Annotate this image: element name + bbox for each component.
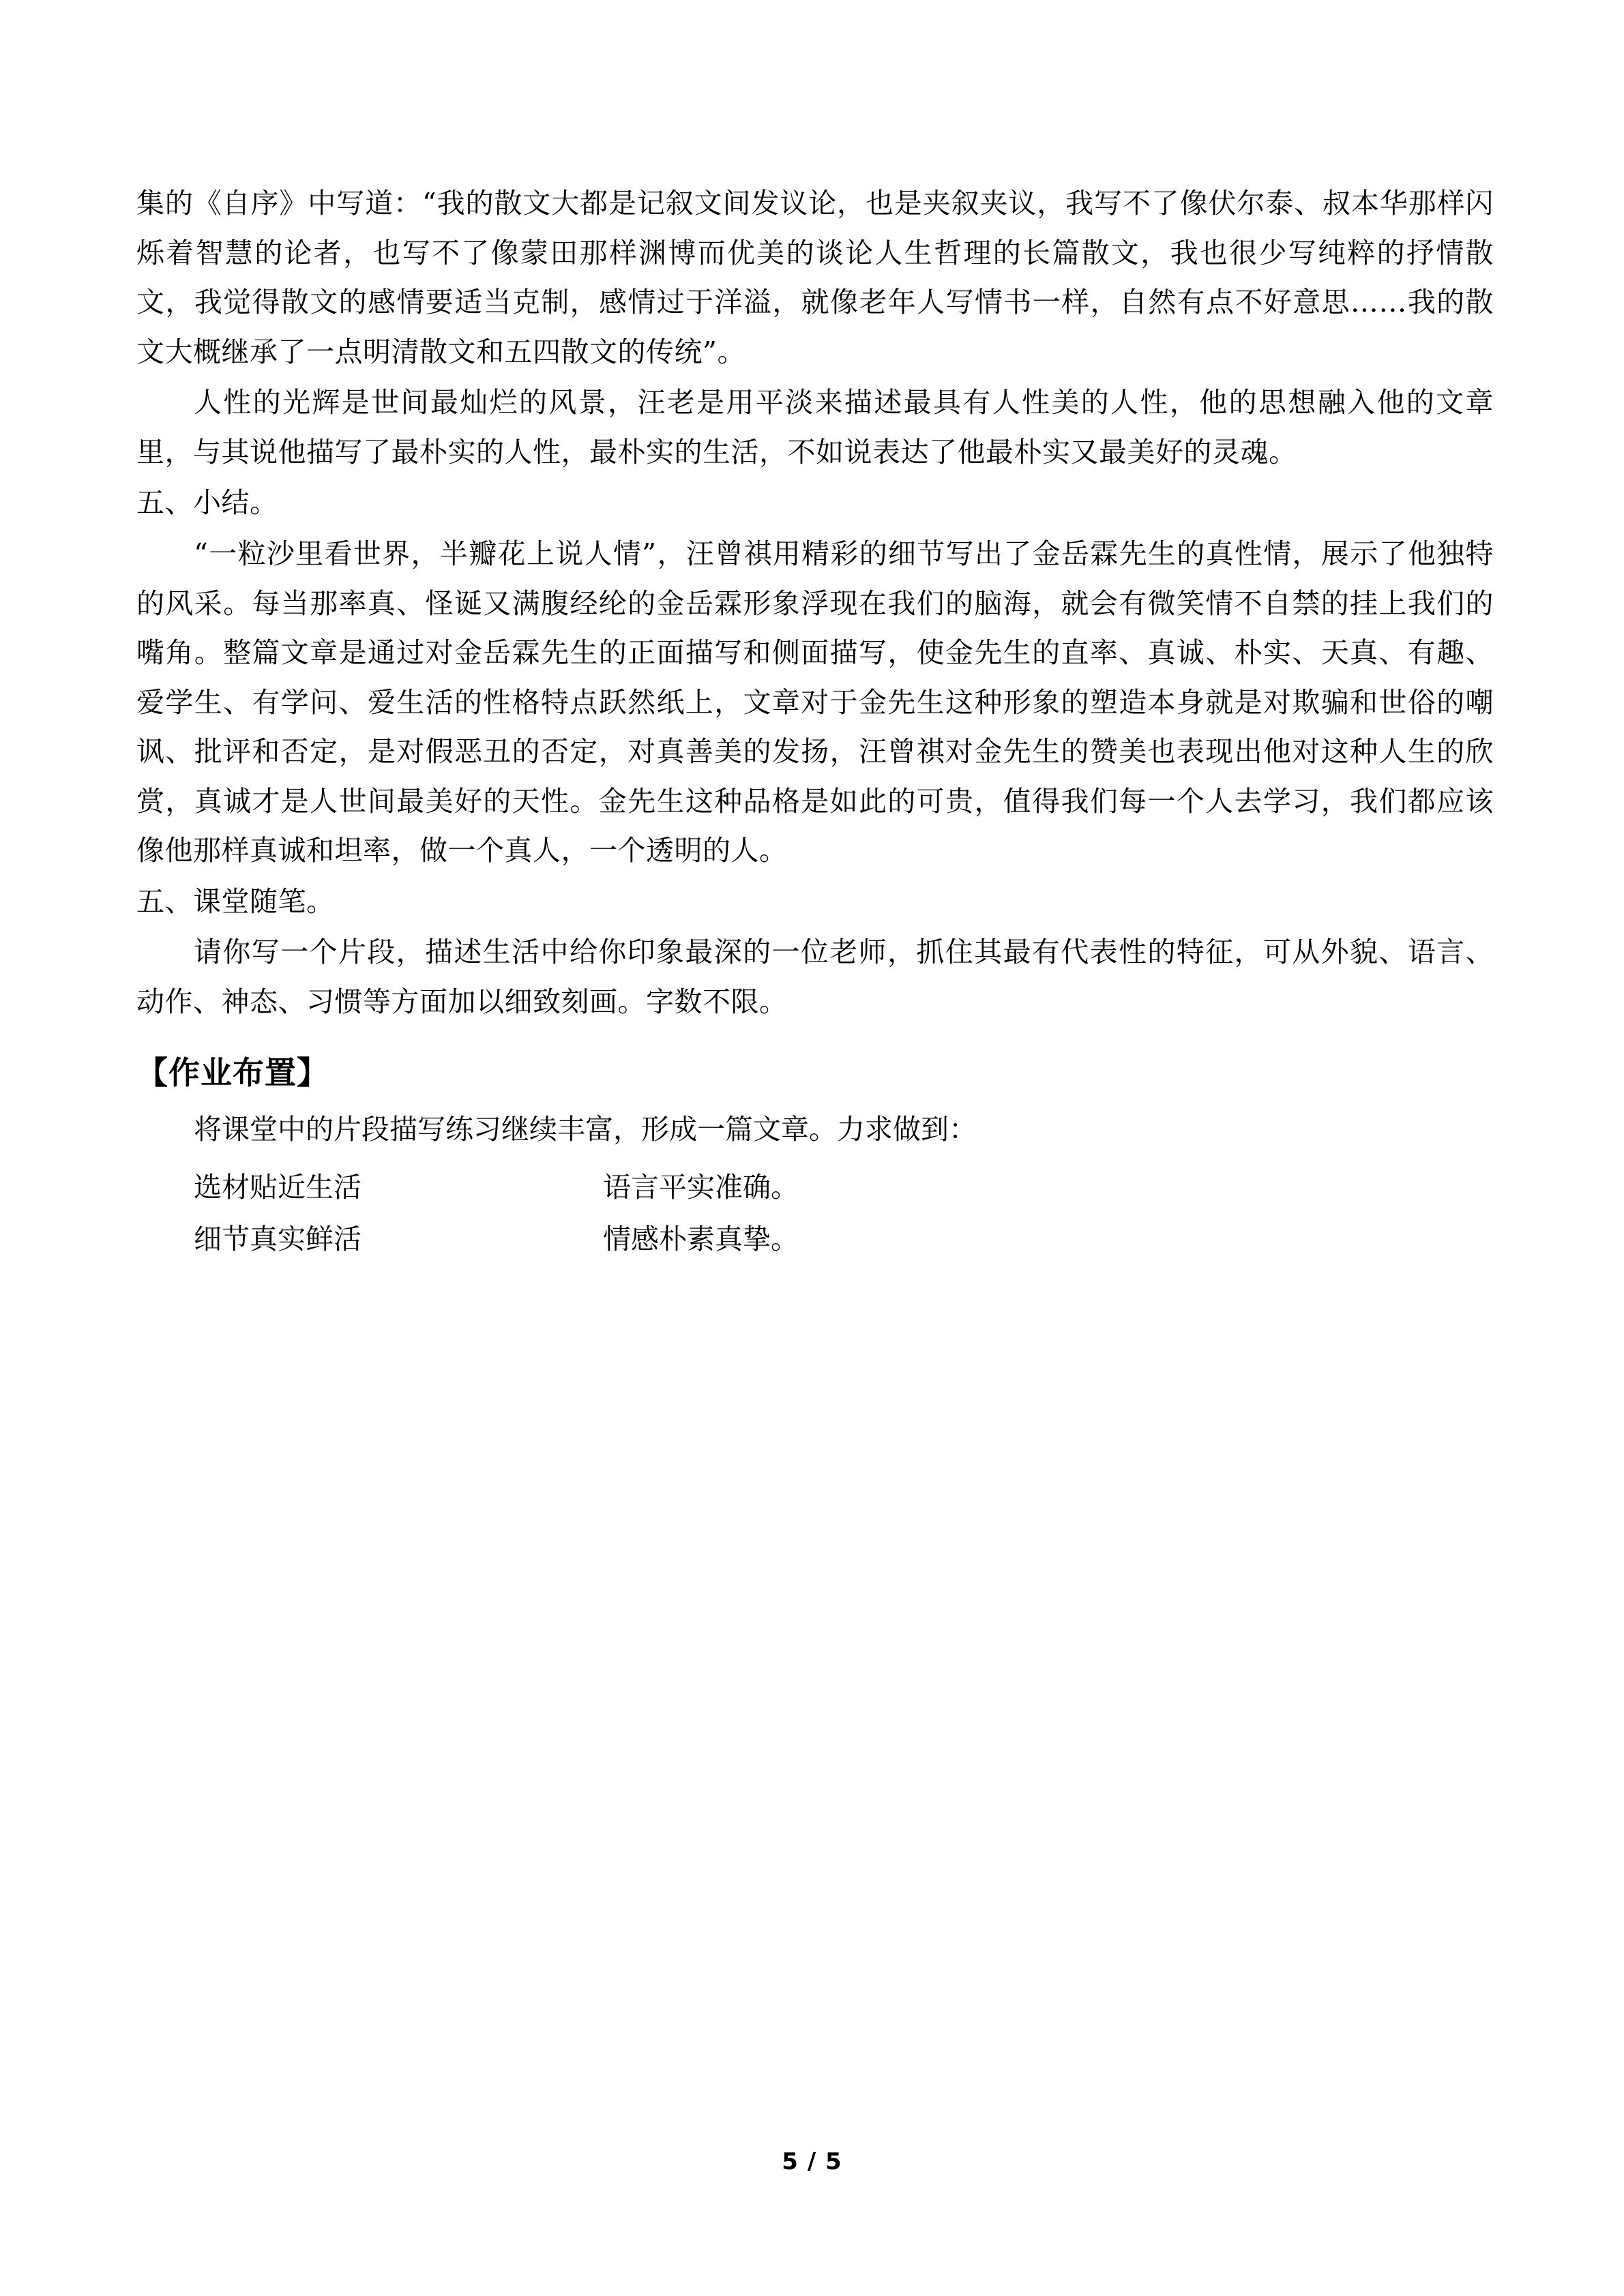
homework-requirements-table: [194, 1162, 799, 1266]
requirement-left: 选材贴近生活: [194, 1171, 361, 1204]
table-row: [194, 1214, 799, 1266]
page-number-footer: 5 / 5: [782, 2148, 842, 2175]
paragraph-summary-body: “一粒沙里看世界，半瓣花上说人情”，汪曾祺用精彩的细节写出了金岳霖先生的真性情，展示了他独特的风采。每当那率真、怪诞又满腹经纶的金岳霖形象浮现在我们的脑海，就会有微笑情不自禁的挂上我们的嘴角。整篇文章是通过对金岳霖先生的正面描写和侧面描写，使金先生的直率、真诚、朴实、天真、有趣、爱学生、有学问、爱生活的性格特点跃然纸上，文章对于金先生这种形象的塑造本身就是对欺骗和世俗的嘲讽、批评和否定，是对假恶丑的否定，对真善美的发扬，汪曾祺对金先生的赞美也表现出他对这种人生的欣赏，真诚才是人世间最美好的天性。金先生这种品格是如此的可贵，值得我们每一个人去学习，我们都应该像他那样真诚和坦率，做一个真人，一个透明的人。: [136, 537, 1494, 867]
requirement-right: 语言平实准确。: [603, 1171, 799, 1204]
paragraph-humanity-glory: 人性的光辉是世间最灿烂的风景，汪老是用平淡来描述最具有人性美的人性，他的思想融入他的文章里，与其说他描写了最朴实的人性，最朴实的生活，不如说表达了他最朴实又最美好的灵魂。: [136, 386, 1494, 468]
paragraph-class-notes-body: 请你写一个片段，描述生活中给你印象最深的一位老师，抓住其最有代表性的特征，可从外貌、语言、动作、神态、习惯等方面加以细致刻画。字数不限。: [136, 936, 1494, 1018]
homework-heading: 【作业布置】: [136, 1054, 329, 1091]
paragraph-quote-continuation: 集的《自序》中写道：“我的散文大都是记叙文间发议论，也是夹叙夹议，我写不了像伏尔泰、叔本华那样闪烁着智慧的论者，也写不了像蒙田那样渊博而优美的谈论人生哲理的长篇散文，我也很少写纯粹的抒情散文，我觉得散文的感情要适当克制，感情过于洋溢，就像老年人写情书一样，自然有点不好意思……我的散文大概继承了一点明清散文和五四散文的传统”。: [136, 187, 1494, 368]
requirement-left: 细节真实鲜活: [194, 1223, 361, 1255]
section-heading-class-notes: 五、课堂随笔。: [136, 884, 335, 918]
page-content: [136, 179, 1494, 1266]
table-row: [194, 1162, 799, 1214]
requirement-right: 情感朴素真挚。: [603, 1223, 799, 1255]
homework-intro: 将课堂中的片段描写练习继续丰富，形成一篇文章。力求做到：: [194, 1113, 977, 1146]
section-heading-summary: 五、小结。: [136, 486, 278, 520]
